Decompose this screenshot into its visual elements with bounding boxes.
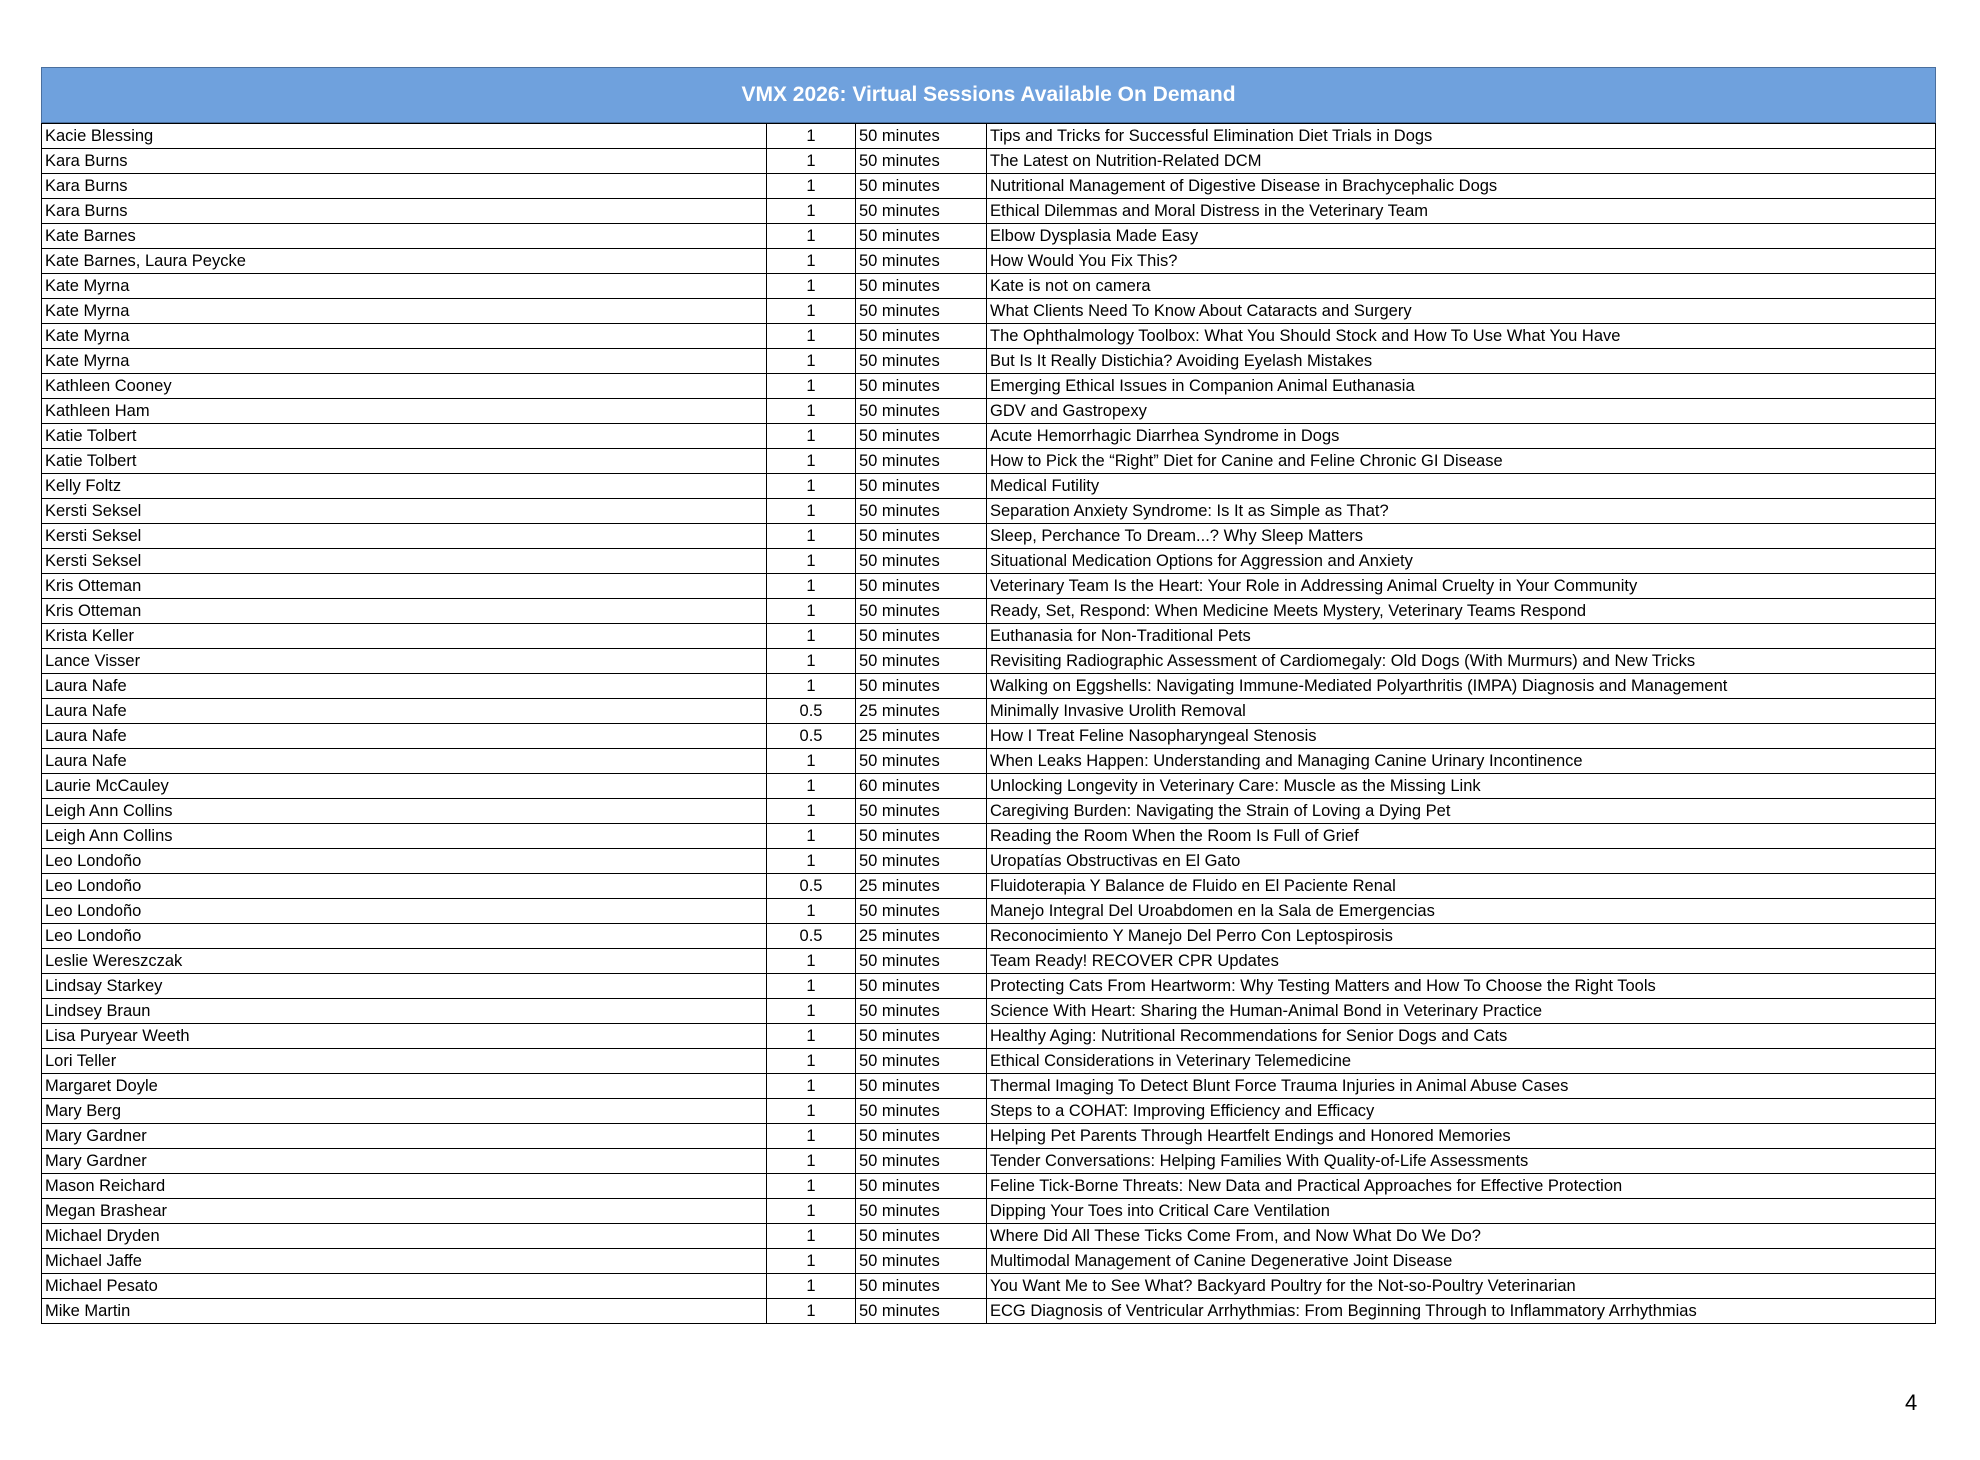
- session-title-cell: Ethical Considerations in Veterinary Telemedicine: [987, 1049, 1936, 1074]
- duration-cell: 50 minutes: [856, 1049, 987, 1074]
- duration-cell: 50 minutes: [856, 899, 987, 924]
- speaker-cell: Lance Visser: [42, 649, 767, 674]
- table-row: [42, 649, 1936, 674]
- speaker-cell: Leslie Wereszczak: [42, 949, 767, 974]
- speaker-cell: Kacie Blessing: [42, 124, 767, 149]
- speaker-cell: Michael Dryden: [42, 1224, 767, 1249]
- speaker-cell: Kersti Seksel: [42, 524, 767, 549]
- session-title-cell: How to Pick the “Right” Diet for Canine and Feline Chronic GI Disease: [987, 449, 1936, 474]
- duration-cell: 50 minutes: [856, 224, 987, 249]
- credits-cell: 1: [767, 1124, 856, 1149]
- duration-cell: 50 minutes: [856, 474, 987, 499]
- duration-cell: 50 minutes: [856, 349, 987, 374]
- credits-cell: 1: [767, 1299, 856, 1324]
- table-row: [42, 224, 1936, 249]
- table-row: [42, 674, 1936, 699]
- duration-cell: 25 minutes: [856, 924, 987, 949]
- speaker-cell: Laura Nafe: [42, 749, 767, 774]
- speaker-cell: Leigh Ann Collins: [42, 824, 767, 849]
- table-row: [42, 549, 1936, 574]
- session-title-cell: Separation Anxiety Syndrome: Is It as Simple as That?: [987, 499, 1936, 524]
- credits-cell: 1: [767, 374, 856, 399]
- table-row: [42, 1049, 1936, 1074]
- sessions-table: [41, 123, 1936, 1324]
- table-row: [42, 724, 1936, 749]
- table-row: [42, 174, 1936, 199]
- table-row: [42, 449, 1936, 474]
- credits-cell: 1: [767, 1224, 856, 1249]
- table-row: [42, 1124, 1936, 1149]
- table-row: [42, 774, 1936, 799]
- table-row: [42, 399, 1936, 424]
- credits-cell: 1: [767, 1049, 856, 1074]
- table-row: [42, 1249, 1936, 1274]
- speaker-cell: Kris Otteman: [42, 574, 767, 599]
- credits-cell: 1: [767, 1074, 856, 1099]
- table-row: [42, 949, 1936, 974]
- table-row: [42, 1299, 1936, 1324]
- session-title-cell: Where Did All These Ticks Come From, and Now What Do We Do?: [987, 1224, 1936, 1249]
- session-title-cell: Situational Medication Options for Aggression and Anxiety: [987, 549, 1936, 574]
- session-title-cell: Thermal Imaging To Detect Blunt Force Trauma Injuries in Animal Abuse Cases: [987, 1074, 1936, 1099]
- table-row: [42, 124, 1936, 149]
- speaker-cell: Leigh Ann Collins: [42, 799, 767, 824]
- credits-cell: 1: [767, 199, 856, 224]
- table-row: [42, 574, 1936, 599]
- duration-cell: 50 minutes: [856, 824, 987, 849]
- duration-cell: 50 minutes: [856, 1099, 987, 1124]
- speaker-cell: Michael Jaffe: [42, 1249, 767, 1274]
- credits-cell: 1: [767, 524, 856, 549]
- session-title-cell: Sleep, Perchance To Dream...? Why Sleep Matters: [987, 524, 1936, 549]
- credits-cell: 1: [767, 774, 856, 799]
- speaker-cell: Megan Brashear: [42, 1199, 767, 1224]
- table-row: [42, 349, 1936, 374]
- session-title-cell: Manejo Integral Del Uroabdomen en la Sala de Emergencias: [987, 899, 1936, 924]
- table-row: [42, 324, 1936, 349]
- credits-cell: 1: [767, 999, 856, 1024]
- credits-cell: 1: [767, 949, 856, 974]
- duration-cell: 25 minutes: [856, 874, 987, 899]
- table-row: [42, 1174, 1936, 1199]
- duration-cell: 50 minutes: [856, 1024, 987, 1049]
- session-title-cell: The Ophthalmology Toolbox: What You Should Stock and How To Use What You Have: [987, 324, 1936, 349]
- session-title-cell: Tips and Tricks for Successful Elimination Diet Trials in Dogs: [987, 124, 1936, 149]
- session-title-cell: GDV and Gastropexy: [987, 399, 1936, 424]
- duration-cell: 50 minutes: [856, 1124, 987, 1149]
- speaker-cell: Leo Londoño: [42, 849, 767, 874]
- credits-cell: 0.5: [767, 874, 856, 899]
- session-title-cell: Unlocking Longevity in Veterinary Care: Muscle as the Missing Link: [987, 774, 1936, 799]
- duration-cell: 50 minutes: [856, 749, 987, 774]
- duration-cell: 50 minutes: [856, 974, 987, 999]
- session-title-cell: When Leaks Happen: Understanding and Managing Canine Urinary Incontinence: [987, 749, 1936, 774]
- credits-cell: 1: [767, 899, 856, 924]
- session-title-cell: Ethical Dilemmas and Moral Distress in the Veterinary Team: [987, 199, 1936, 224]
- credits-cell: 1: [767, 599, 856, 624]
- table-row: [42, 1024, 1936, 1049]
- credits-cell: 1: [767, 799, 856, 824]
- speaker-cell: Margaret Doyle: [42, 1074, 767, 1099]
- speaker-cell: Mary Gardner: [42, 1149, 767, 1174]
- speaker-cell: Mike Martin: [42, 1299, 767, 1324]
- duration-cell: 50 minutes: [856, 574, 987, 599]
- table-row: [42, 599, 1936, 624]
- session-title-cell: Elbow Dysplasia Made Easy: [987, 224, 1936, 249]
- sessions-sheet: [41, 67, 1936, 1324]
- session-title-cell: Steps to a COHAT: Improving Efficiency and Efficacy: [987, 1099, 1936, 1124]
- duration-cell: 50 minutes: [856, 1249, 987, 1274]
- credits-cell: 1: [767, 1099, 856, 1124]
- credits-cell: 1: [767, 574, 856, 599]
- session-title-cell: What Clients Need To Know About Cataracts and Surgery: [987, 299, 1936, 324]
- session-title-cell: Multimodal Management of Canine Degenerative Joint Disease: [987, 1249, 1936, 1274]
- speaker-cell: Mason Reichard: [42, 1174, 767, 1199]
- duration-cell: 50 minutes: [856, 649, 987, 674]
- session-title-cell: Caregiving Burden: Navigating the Strain of Loving a Dying Pet: [987, 799, 1936, 824]
- duration-cell: 50 minutes: [856, 1174, 987, 1199]
- credits-cell: 1: [767, 1274, 856, 1299]
- speaker-cell: Laura Nafe: [42, 699, 767, 724]
- speaker-cell: Kara Burns: [42, 199, 767, 224]
- speaker-cell: Kate Myrna: [42, 349, 767, 374]
- speaker-cell: Kate Barnes: [42, 224, 767, 249]
- credits-cell: 1: [767, 824, 856, 849]
- duration-cell: 50 minutes: [856, 1299, 987, 1324]
- speaker-cell: Lindsey Braun: [42, 999, 767, 1024]
- speaker-cell: Kara Burns: [42, 149, 767, 174]
- credits-cell: 1: [767, 124, 856, 149]
- speaker-cell: Kara Burns: [42, 174, 767, 199]
- duration-cell: 50 minutes: [856, 624, 987, 649]
- session-title-cell: Team Ready! RECOVER CPR Updates: [987, 949, 1936, 974]
- speaker-cell: Lindsay Starkey: [42, 974, 767, 999]
- speaker-cell: Mary Gardner: [42, 1124, 767, 1149]
- speaker-cell: Mary Berg: [42, 1099, 767, 1124]
- session-title-cell: Protecting Cats From Heartworm: Why Testing Matters and How To Choose the Right Tools: [987, 974, 1936, 999]
- table-row: [42, 374, 1936, 399]
- session-title-cell: Nutritional Management of Digestive Disease in Brachycephalic Dogs: [987, 174, 1936, 199]
- credits-cell: 1: [767, 324, 856, 349]
- speaker-cell: Leo Londoño: [42, 899, 767, 924]
- duration-cell: 50 minutes: [856, 499, 987, 524]
- duration-cell: 50 minutes: [856, 174, 987, 199]
- session-title-cell: Veterinary Team Is the Heart: Your Role in Addressing Animal Cruelty in Your Community: [987, 574, 1936, 599]
- duration-cell: 50 minutes: [856, 299, 987, 324]
- session-title-cell: Revisiting Radiographic Assessment of Cardiomegaly: Old Dogs (With Murmurs) and New Tricks: [987, 649, 1936, 674]
- session-title-cell: Feline Tick-Borne Threats: New Data and Practical Approaches for Effective Protection: [987, 1174, 1936, 1199]
- session-title-cell: ECG Diagnosis of Ventricular Arrhythmias: From Beginning Through to Inflammatory Arrhythmias: [987, 1299, 1936, 1324]
- table-row: [42, 474, 1936, 499]
- duration-cell: 60 minutes: [856, 774, 987, 799]
- duration-cell: 50 minutes: [856, 599, 987, 624]
- duration-cell: 50 minutes: [856, 149, 987, 174]
- session-title-cell: Helping Pet Parents Through Heartfelt Endings and Honored Memories: [987, 1124, 1936, 1149]
- session-title-cell: How Would You Fix This?: [987, 249, 1936, 274]
- table-row: [42, 299, 1936, 324]
- credits-cell: 1: [767, 1199, 856, 1224]
- duration-cell: 50 minutes: [856, 1224, 987, 1249]
- speaker-cell: Lisa Puryear Weeth: [42, 1024, 767, 1049]
- credits-cell: 1: [767, 674, 856, 699]
- speaker-cell: Leo Londoño: [42, 874, 767, 899]
- duration-cell: 50 minutes: [856, 1149, 987, 1174]
- sheet-title: VMX 2026: Virtual Sessions Available On Demand: [41, 67, 1936, 123]
- speaker-cell: Kathleen Ham: [42, 399, 767, 424]
- session-title-cell: Dipping Your Toes into Critical Care Ventilation: [987, 1199, 1936, 1224]
- speaker-cell: Kelly Foltz: [42, 474, 767, 499]
- credits-cell: 1: [767, 174, 856, 199]
- speaker-cell: Kate Myrna: [42, 324, 767, 349]
- credits-cell: 1: [767, 399, 856, 424]
- speaker-cell: Michael Pesato: [42, 1274, 767, 1299]
- speaker-cell: Kate Myrna: [42, 274, 767, 299]
- session-title-cell: Acute Hemorrhagic Diarrhea Syndrome in Dogs: [987, 424, 1936, 449]
- credits-cell: 1: [767, 549, 856, 574]
- table-row: [42, 1224, 1936, 1249]
- table-row: [42, 274, 1936, 299]
- duration-cell: 50 minutes: [856, 674, 987, 699]
- credits-cell: 1: [767, 224, 856, 249]
- duration-cell: 50 minutes: [856, 274, 987, 299]
- session-title-cell: Kate is not on camera: [987, 274, 1936, 299]
- credits-cell: 1: [767, 424, 856, 449]
- duration-cell: 50 minutes: [856, 1074, 987, 1099]
- speaker-cell: Kathleen Cooney: [42, 374, 767, 399]
- credits-cell: 1: [767, 1174, 856, 1199]
- credits-cell: 0.5: [767, 924, 856, 949]
- credits-cell: 1: [767, 449, 856, 474]
- credits-cell: 1: [767, 849, 856, 874]
- duration-cell: 50 minutes: [856, 849, 987, 874]
- speaker-cell: Kris Otteman: [42, 599, 767, 624]
- table-row: [42, 199, 1936, 224]
- credits-cell: 1: [767, 149, 856, 174]
- session-title-cell: You Want Me to See What? Backyard Poultry for the Not-so-Poultry Veterinarian: [987, 1274, 1936, 1299]
- table-row: [42, 499, 1936, 524]
- session-title-cell: Uropatías Obstructivas en El Gato: [987, 849, 1936, 874]
- session-title-cell: But Is It Really Distichia? Avoiding Eyelash Mistakes: [987, 349, 1936, 374]
- session-title-cell: Science With Heart: Sharing the Human-Animal Bond in Veterinary Practice: [987, 999, 1936, 1024]
- session-title-cell: Reading the Room When the Room Is Full of Grief: [987, 824, 1936, 849]
- duration-cell: 50 minutes: [856, 249, 987, 274]
- table-row: [42, 624, 1936, 649]
- credits-cell: 1: [767, 499, 856, 524]
- speaker-cell: Kersti Seksel: [42, 499, 767, 524]
- speaker-cell: Katie Tolbert: [42, 424, 767, 449]
- duration-cell: 50 minutes: [856, 549, 987, 574]
- table-row: [42, 999, 1936, 1024]
- credits-cell: 1: [767, 649, 856, 674]
- speaker-cell: Leo Londoño: [42, 924, 767, 949]
- credits-cell: 1: [767, 249, 856, 274]
- speaker-cell: Krista Keller: [42, 624, 767, 649]
- duration-cell: 50 minutes: [856, 1199, 987, 1224]
- session-title-cell: Emerging Ethical Issues in Companion Animal Euthanasia: [987, 374, 1936, 399]
- duration-cell: 25 minutes: [856, 699, 987, 724]
- table-row: [42, 1274, 1936, 1299]
- table-row: [42, 749, 1936, 774]
- session-title-cell: Healthy Aging: Nutritional Recommendations for Senior Dogs and Cats: [987, 1024, 1936, 1049]
- credits-cell: 1: [767, 1024, 856, 1049]
- session-title-cell: Euthanasia for Non-Traditional Pets: [987, 624, 1936, 649]
- duration-cell: 50 minutes: [856, 524, 987, 549]
- credits-cell: 0.5: [767, 724, 856, 749]
- credits-cell: 1: [767, 1249, 856, 1274]
- credits-cell: 1: [767, 749, 856, 774]
- duration-cell: 50 minutes: [856, 449, 987, 474]
- duration-cell: 50 minutes: [856, 799, 987, 824]
- credits-cell: 1: [767, 274, 856, 299]
- speaker-cell: Kate Barnes, Laura Peycke: [42, 249, 767, 274]
- speaker-cell: Laura Nafe: [42, 724, 767, 749]
- speaker-cell: Laurie McCauley: [42, 774, 767, 799]
- session-title-cell: How I Treat Feline Nasopharyngeal Stenosis: [987, 724, 1936, 749]
- speaker-cell: Katie Tolbert: [42, 449, 767, 474]
- credits-cell: 1: [767, 974, 856, 999]
- table-row: [42, 899, 1936, 924]
- speaker-cell: Laura Nafe: [42, 674, 767, 699]
- duration-cell: 50 minutes: [856, 424, 987, 449]
- session-title-cell: The Latest on Nutrition-Related DCM: [987, 149, 1936, 174]
- duration-cell: 50 minutes: [856, 999, 987, 1024]
- table-row: [42, 524, 1936, 549]
- duration-cell: 50 minutes: [856, 199, 987, 224]
- table-row: [42, 699, 1936, 724]
- session-title-cell: Reconocimiento Y Manejo Del Perro Con Leptospirosis: [987, 924, 1936, 949]
- session-title-cell: Tender Conversations: Helping Families With Quality-of-Life Assessments: [987, 1149, 1936, 1174]
- session-title-cell: Minimally Invasive Urolith Removal: [987, 699, 1936, 724]
- table-row: [42, 874, 1936, 899]
- table-row: [42, 799, 1936, 824]
- speaker-cell: Kate Myrna: [42, 299, 767, 324]
- duration-cell: 50 minutes: [856, 949, 987, 974]
- table-row: [42, 1099, 1936, 1124]
- session-title-cell: Walking on Eggshells: Navigating Immune-Mediated Polyarthritis (IMPA) Diagnosis and Management: [987, 674, 1936, 699]
- duration-cell: 50 minutes: [856, 399, 987, 424]
- session-title-cell: Ready, Set, Respond: When Medicine Meets Mystery, Veterinary Teams Respond: [987, 599, 1936, 624]
- table-row: [42, 1149, 1936, 1174]
- credits-cell: 1: [767, 624, 856, 649]
- duration-cell: 50 minutes: [856, 1274, 987, 1299]
- credits-cell: 1: [767, 349, 856, 374]
- duration-cell: 50 minutes: [856, 324, 987, 349]
- table-row: [42, 824, 1936, 849]
- table-row: [42, 249, 1936, 274]
- session-title-cell: Fluidoterapia Y Balance de Fluido en El Paciente Renal: [987, 874, 1936, 899]
- credits-cell: 1: [767, 1149, 856, 1174]
- duration-cell: 50 minutes: [856, 374, 987, 399]
- duration-cell: 50 minutes: [856, 124, 987, 149]
- speaker-cell: Lori Teller: [42, 1049, 767, 1074]
- credits-cell: 0.5: [767, 699, 856, 724]
- credits-cell: 1: [767, 474, 856, 499]
- table-row: [42, 149, 1936, 174]
- table-row: [42, 1199, 1936, 1224]
- credits-cell: 1: [767, 299, 856, 324]
- speaker-cell: Kersti Seksel: [42, 549, 767, 574]
- table-row: [42, 974, 1936, 999]
- table-row: [42, 849, 1936, 874]
- table-row: [42, 924, 1936, 949]
- table-row: [42, 424, 1936, 449]
- sessions-table-body: [42, 124, 1936, 1324]
- table-row: [42, 1074, 1936, 1099]
- session-title-cell: Medical Futility: [987, 474, 1936, 499]
- page-number: 4: [1905, 1390, 1918, 1415]
- duration-cell: 25 minutes: [856, 724, 987, 749]
